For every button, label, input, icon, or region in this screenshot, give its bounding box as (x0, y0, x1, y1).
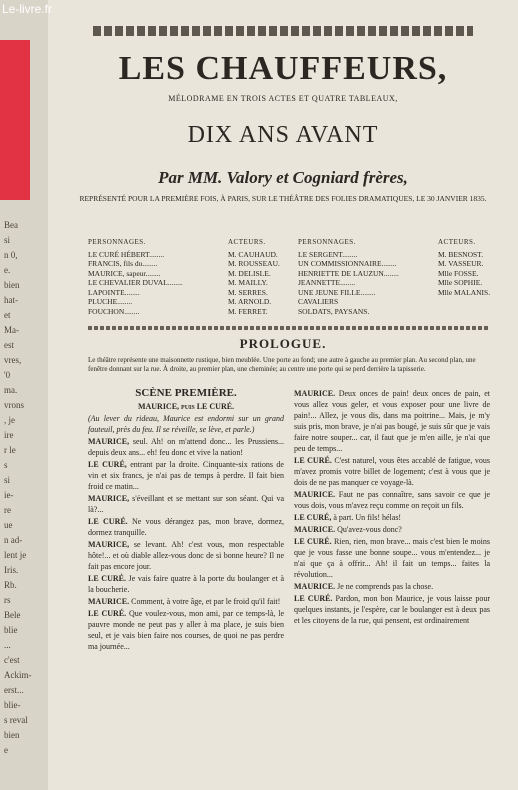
facing-page-fragment: bien (4, 280, 20, 290)
cast-list-right (298, 238, 498, 316)
text-column-right (294, 388, 490, 627)
facing-page-fragment: rs (4, 595, 11, 605)
speaker-name: LE CURÉ. (294, 594, 336, 603)
dialogue-line: MAURICE. Je ne comprends pas la chose. (294, 582, 434, 591)
facing-page-fragment: re (4, 505, 11, 515)
cast-left-row: LE CHEVALIER DUVAL........ M. MAILLY. (88, 278, 268, 287)
cast-right-row: LE SERGENT........ M. BESNOST. (298, 249, 484, 259)
scene-title: SCÈNE PREMIÈRE. (135, 387, 237, 399)
speaker-name: LE CURÉ. (88, 609, 129, 618)
dialogue-line: MAURICE. Deux onces de pain! deux onces de pain, et vous allez vous geler, et vous exposer pour une livre de pain!... Allez, je vous dis, dans ma poitrine... Mais, je m'y suis pris, mon brave, je n'ai pas bougé, je suis sûr que je vais faire notre souper... car, il faut que je m'en aille, je n'ai que peu de temps... (294, 389, 490, 453)
dialogue-line: LE CURÉ. Que voulez-vous, mon ami, par ce temps-là, le pauvre monde ne peut pas y aller à ma place, je suis bien seul, et je vais bien faire nos courses, de quoi ne pas perdre ma journée... (88, 609, 284, 651)
facing-page-fragment: erst... (4, 685, 24, 695)
facing-page-fragment: lent je (4, 550, 27, 560)
facing-page-fragment: si (4, 475, 11, 485)
facing-page-fragment: s (4, 460, 8, 470)
dialogue-line: MAURICE. Qu'avez-vous donc? (294, 525, 402, 534)
dialogue-line: LE CURÉ, entrant par la droite. Cinquante-six rations de vin et six francs, je n'ai pas de temps à perdre. Il fait bien froid ce matin... (88, 460, 284, 491)
red-bookmark-tab (0, 40, 30, 200)
stage-direction: Le théâtre représente une maisonnette rustique, bien meublée. Une porte au fond; une autre à gauche au premier plan. Au second plan, une fenêtre donnant sur la rue. À droite, au premier plan, une cheminée; au centre une porte qui se perd derrière la tapisserie. (88, 356, 476, 373)
stage-note: (Au lever du rideau, Maurice est endormi sur un grand fauteuil, près du feu. Il se réveille, se lève, et parle.) (88, 414, 284, 434)
facing-page-fragment: ue (4, 520, 13, 530)
cast-left-row: MAURICE, sapeur........ M. DELISLE. (88, 268, 271, 278)
speaker-name: MAURICE. (294, 525, 338, 534)
text-column-left (88, 388, 284, 653)
dialogue-line: LE CURÉ. C'est naturel, vous êtes accablé de fatigue, vous m'avez promis votre billet de logement; c'est à vous que je dois de ne pas manquer ce voyage-là. (294, 456, 490, 487)
cast-right-row: UNE JEUNE FILLE........ Mlle MALANIS. (298, 287, 491, 297)
speaker-name: MAURICE, (88, 540, 134, 549)
dialogue-line: LE CURÉ. Pardon, mon bon Maurice, je vous laisse pour quelques instants, je l'espère, car le boulanger est à deux pas et les citoyens de la rue, qui pensent, est ordinairement (294, 594, 490, 625)
dialogue-line: MAURICE. Faut ne pas connaître, sans savoir ce que je vous dois, vous m'avez reçu comme on reçoit un fils. (294, 490, 491, 510)
facing-page-fragment: blie- (4, 700, 21, 710)
facing-page-fragment: si (4, 235, 11, 245)
facing-page-fragment: r le (4, 445, 16, 455)
premiere-note: REPRÉSENTÉ POUR LA PREMIÈRE FOIS, À PARIS, SUR LE THÉÂTRE DES FOLIES DRAMATIQUES, LE 30 JANVIER 1835. (79, 194, 487, 203)
dialogue-line: MAURICE. Comment, à votre âge, et par le froid qu'il fait! (88, 597, 281, 606)
speaker-name: MAURICE, (88, 437, 133, 446)
subtitle: MÉLODRAME EN TROIS ACTES ET QUATRE TABLEAUX, (168, 94, 398, 103)
speaker-name: MAURICE, (88, 494, 133, 503)
facing-page-fragment: Ackim- (4, 670, 32, 680)
cast-right-row: CAVALIERS (298, 297, 339, 306)
cast-left-row: PLUCHE........ M. ARNOLD. (88, 297, 272, 306)
facing-page-fragment: s reval (4, 715, 28, 725)
facing-page-fragment: ... (4, 640, 11, 650)
document-page (48, 0, 518, 790)
facing-page-fragment: Ma- (4, 325, 19, 335)
play-title: LES CHAUFFEURS, (118, 50, 448, 87)
facing-page-fragment: ie- (4, 490, 14, 500)
cast-left-header: PERSONNAGES. ACTEURS. (88, 238, 266, 246)
facing-page-fragment: c'est (4, 655, 20, 665)
cast-right-row: HENRIETTE DE LAUZUN........ Mlle FOSSE. (298, 268, 479, 278)
facing-page-fragment: ma. (4, 385, 18, 395)
facing-page-fragment: bien (4, 730, 20, 740)
facing-page-fragment: '0 (4, 370, 11, 380)
section-rule (88, 326, 488, 330)
facing-page-fragment: e. (4, 265, 11, 275)
speaker-name: LE CURÉ. (88, 517, 133, 526)
dialogue-line: MAURICE, seul. Ah! on m'attend donc... les Prussiens... depuis deux ans... eh! feu donc et vive la nation! (88, 437, 284, 457)
cast-left-row: LAPOINTE........ M. SERRES. (88, 287, 268, 297)
speaker-name: LE CURÉ, (294, 513, 334, 522)
facing-page-fragment: , je (4, 415, 15, 425)
speaker-name: LE CURÉ, (88, 460, 131, 469)
cast-list-left (88, 238, 288, 316)
cast-left-row: FRANCIS, fils du........ M. ROUSSEAU. (88, 259, 280, 268)
dialogue-line: LE CURÉ. Je vais faire quatre à la porte du boulanger et à la boucherie. (88, 574, 285, 594)
facing-page-fragment: et (4, 310, 11, 320)
scene-cast: MAURICE, puis LE CURÉ. (137, 402, 235, 411)
facing-page-fragment: n ad- (4, 535, 23, 545)
speaker-name: MAURICE. (88, 597, 132, 606)
speaker-name: LE CURÉ. (294, 537, 334, 546)
facing-page-fragment: n 0, (4, 250, 18, 260)
authors-byline: Par MM. Valory et Cogniard frères, (158, 168, 408, 187)
watermark: Le-livre.fr (2, 2, 53, 16)
facing-page (0, 0, 48, 790)
preceded-by-title: DIX ANS AVANT (187, 122, 379, 148)
facing-page-fragment: vres, (4, 355, 22, 365)
speaker-name: LE CURÉ. (88, 574, 129, 583)
facing-page-fragment: est (4, 340, 14, 350)
facing-page-fragment: Bea (4, 220, 18, 230)
facing-page-fragment: e (4, 745, 8, 755)
cast-right-header: PERSONNAGES. ACTEURS. (298, 238, 476, 246)
cast-left-row: FOUCHON........ M. FERRET. (88, 306, 268, 316)
facing-page-fragment: vrons (4, 400, 24, 410)
facing-page-fragment: ire (4, 430, 14, 440)
cast-left-row: LE CURÉ HÉBERT........ M. CAUHAUD. (88, 249, 278, 259)
facing-page-fragment: Rb. (4, 580, 17, 590)
dialogue-line: LE CURÉ, à part. Un fils! hélas! (294, 513, 402, 522)
facing-page-fragment: Bele (4, 610, 21, 620)
speaker-name: LE CURÉ. (294, 456, 335, 465)
facing-page-fragment: Iris. (4, 565, 19, 575)
cast-right-row: JEANNETTE........ Mlle SOPHIE. (298, 278, 483, 287)
facing-page-fragment: hat- (4, 295, 18, 305)
header-ornament (93, 26, 473, 36)
dialogue-line: MAURICE, s'éveillant et se mettant sur son séant. Qui va là?... (88, 494, 285, 514)
speaker-name: MAURICE. (294, 582, 338, 591)
speaker-name: MAURICE. (294, 490, 339, 499)
prologue-heading: PROLOGUE. (239, 336, 327, 351)
speaker-name: MAURICE. (294, 389, 339, 398)
cast-right-row: SOLDATS, PAYSANS. (298, 306, 370, 316)
dialogue-line: MAURICE, se levant. Ah! c'est vous, mon respectable hôte!... et où diable allez-vous donc de si bonne heure? Il ne fait pas encore jour. (88, 540, 285, 571)
cast-right-row: UN COMMISSIONNAIRE........ M. VASSEUR. (298, 259, 484, 268)
dialogue-line: LE CURÉ. Ne vous dérangez pas, mon brave, dormez, dormez tranquille. (88, 517, 284, 537)
facing-page-fragment: blie (4, 625, 18, 635)
dialogue-line: LE CURÉ. Rien, rien, mon brave... mais c'est bien le moins que je vous fasse une bonne soupe... vous m'entendez... je n'ai que ça à offrir... Ah! il fait un temps... faites la révolution... (294, 537, 490, 579)
